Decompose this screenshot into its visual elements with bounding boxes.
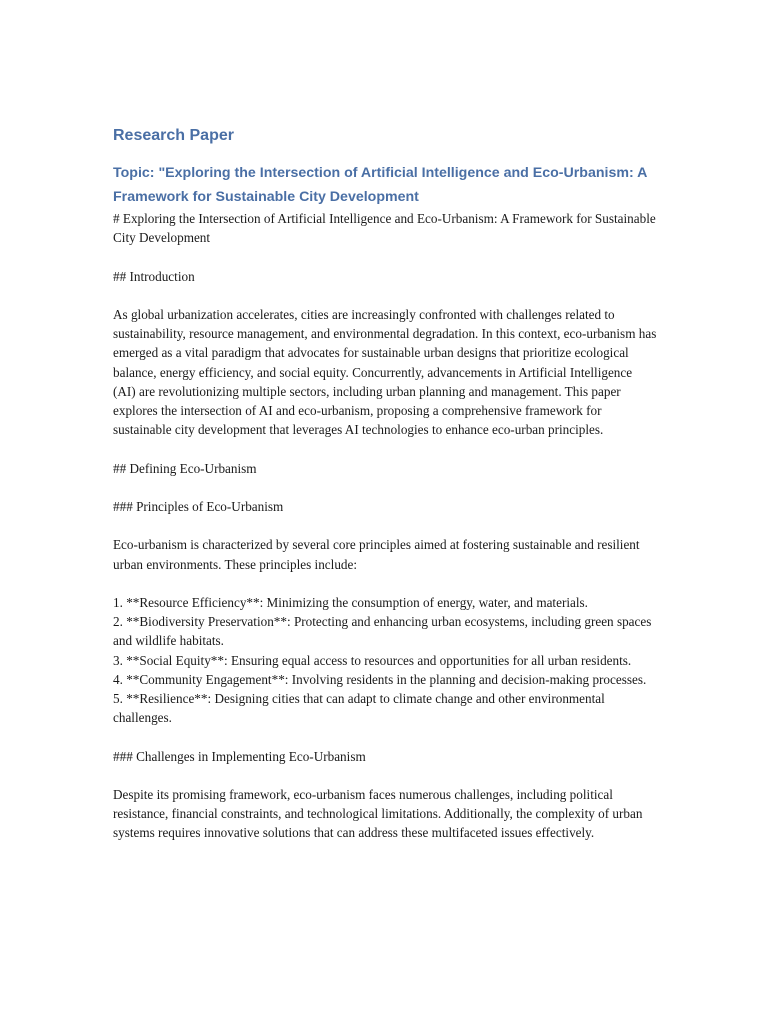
markdown-h3-principles: ### Principles of Eco-Urbanism xyxy=(113,498,284,514)
challenges-paragraph: Despite its promising framework, eco-urbanism faces numerous challenges, including political resistance, financial constraints, and technological limitations. Additionally, the complexity of urban systems requires innovative solutions that can address these multifaceted issues effectively. xyxy=(113,786,643,841)
markdown-h1: # Exploring the Intersection of Artificial Intelligence and Eco-Urbanism: A Framework for Sustainable City Development xyxy=(113,211,656,246)
list-item: 5. **Resilience**: Designing cities that can adapt to climate change and other environmental challenges. xyxy=(113,690,605,726)
list-item: 2. **Biodiversity Preservation**: Protecting and enhancing urban ecosystems, including green spaces and wildlife habitats. xyxy=(113,614,652,649)
document-body xyxy=(113,209,658,843)
document-title: Research Paper xyxy=(113,127,234,144)
markdown-h3-challenges: ### Challenges in Implementing Eco-Urbanism xyxy=(113,748,366,764)
markdown-h2-defining: ## Defining Eco-Urbanism xyxy=(113,460,257,476)
list-item: 1. **Resource Efficiency**: Minimizing the consumption of energy, water, and materials. xyxy=(113,594,588,610)
document-page xyxy=(113,124,658,843)
markdown-h2-introduction: ## Introduction xyxy=(113,268,195,284)
topic-heading: Topic: "Exploring the Intersection of Artificial Intelligence and Eco-Urbanism: A Framework for Sustainable City Development xyxy=(113,165,647,205)
introduction-paragraph: As global urbanization accelerates, cities are increasingly confronted with challenges related to sustainability, resource management, and environmental degradation. In this context, eco-urbanism has emerged as a vital paradigm that advocates for sustainable urban designs that prioritize ecological balance, energy efficiency, and social equity. Concurrently, advancements in Artificial Intelligence (AI) are revolutionizing multiple sectors, including urban planning and management. This paper explores the intersection of AI and eco-urbanism, proposing a comprehensive framework for sustainable city development that leverages AI technologies to enhance eco-urban principles. xyxy=(113,306,657,438)
list-item: 4. **Community Engagement**: Involving residents in the planning and decision-making processes. xyxy=(113,671,647,687)
principles-intro-paragraph: Eco-urbanism is characterized by several core principles aimed at fostering sustainable and resilient urban environments. These principles include: xyxy=(113,537,640,572)
list-item: 3. **Social Equity**: Ensuring equal access to resources and opportunities for all urban residents. xyxy=(113,652,632,668)
